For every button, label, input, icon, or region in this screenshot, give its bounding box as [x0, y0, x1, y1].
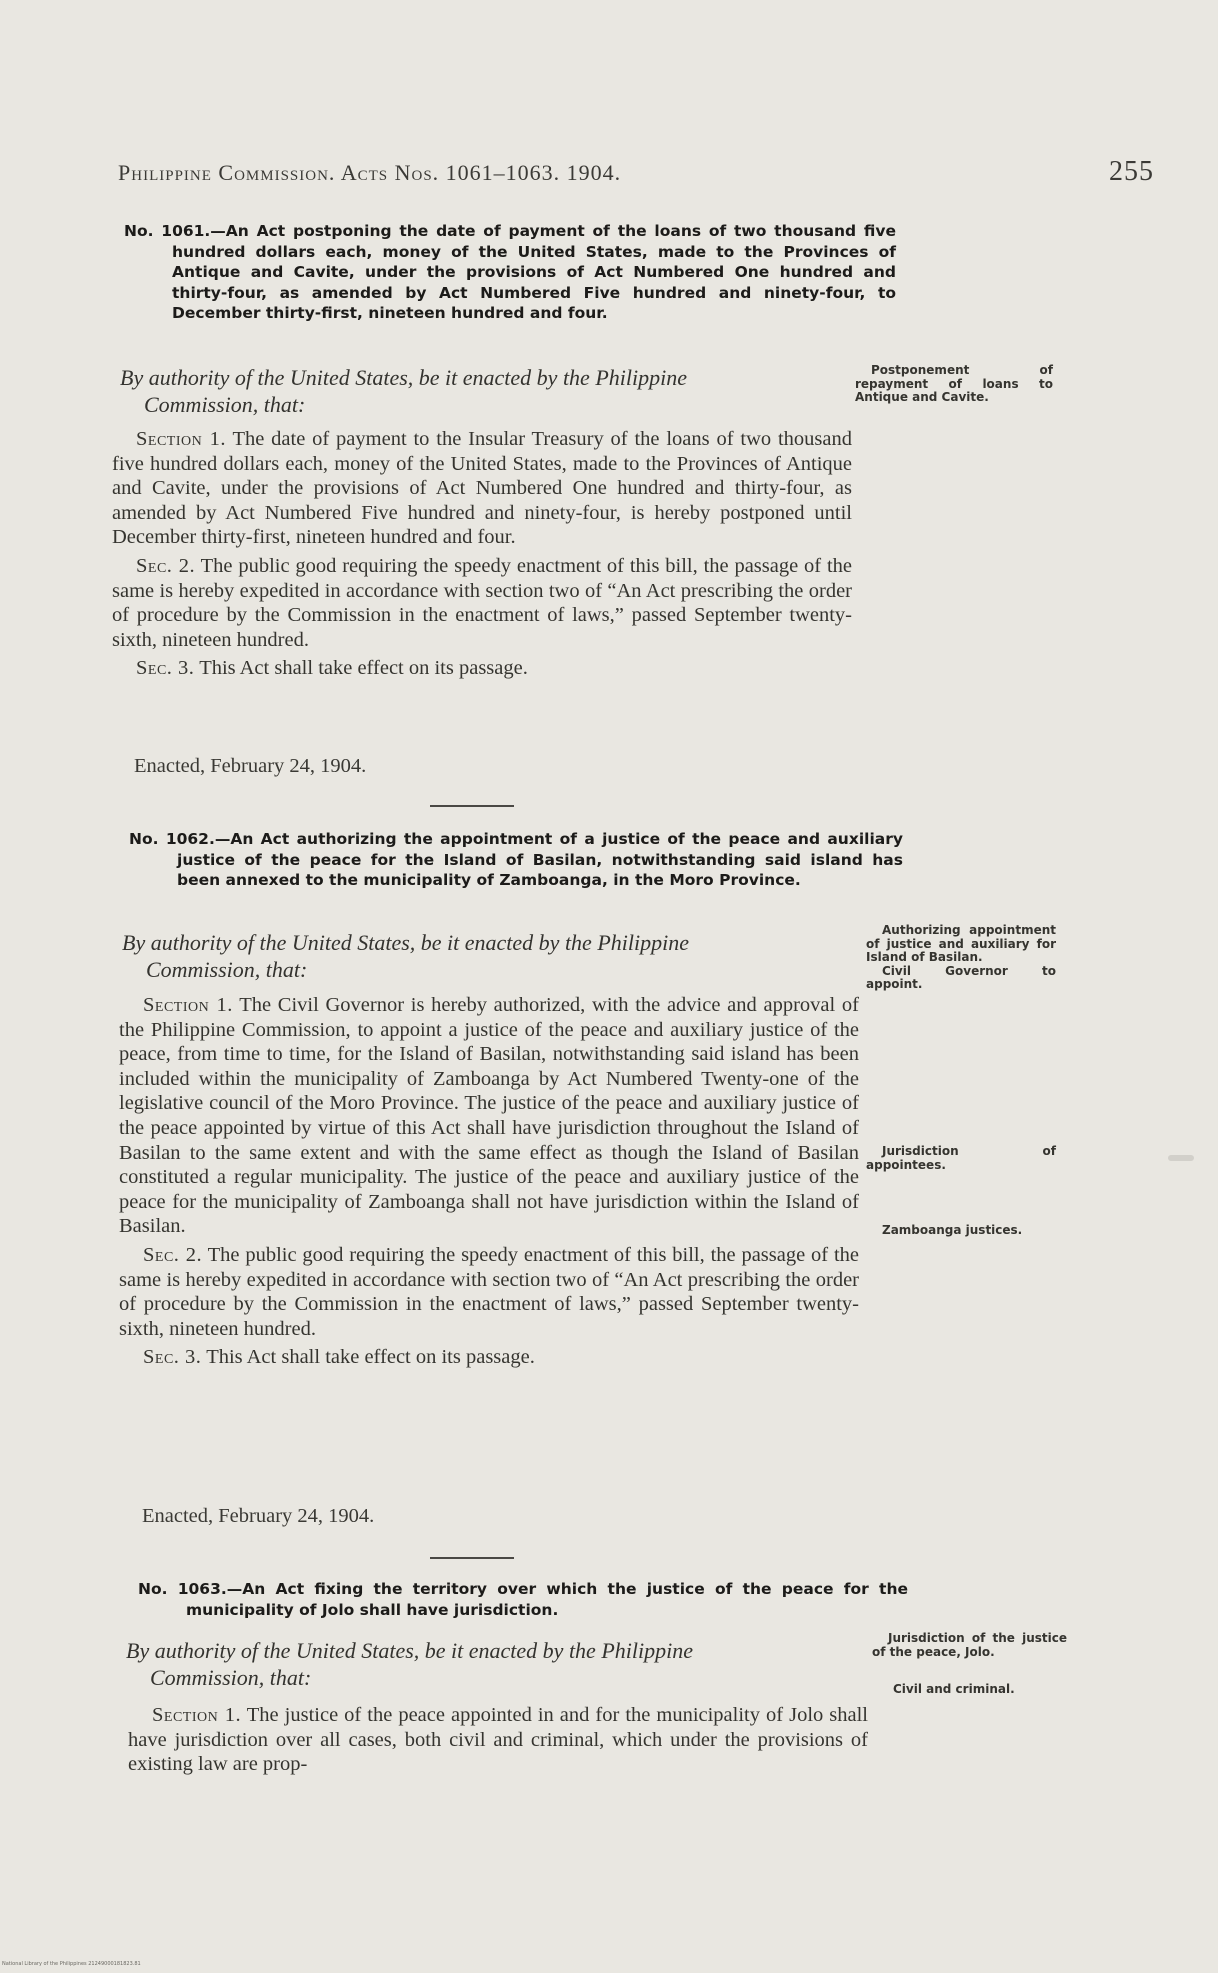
- scan-footer: National Library of the Philippines 21249000181823.81: [2, 1961, 141, 1967]
- act-1061-heading: No. 1061.—An Act postponing the date of payment of the loans of two thousand five hundred dollars each, money of the United States, made to the Provinces of Antique and Cavite, under the provisions of Act Numbered One hundred and thirty-four, as amended by Act Numbered Five hundred and ninety-four, to December thirty-first, nineteen hundred and four.: [124, 222, 896, 322]
- act-1061-body: [112, 427, 852, 685]
- act-1062-enacted: Enacted, February 24, 1904.: [142, 1505, 375, 1527]
- running-head-title: Philippine Commission. Acts Nos. 1061–1063. 1904.: [118, 160, 622, 185]
- act-1062-preamble: [122, 929, 857, 983]
- scan-smudge: [1168, 1155, 1194, 1161]
- act-1062-margin-note-3: Zamboanga justices.: [882, 1223, 1023, 1237]
- act-1063-body: [128, 1703, 868, 1781]
- section-paragraph: Section 1. The Civil Governor is hereby authorized, with the advice and approval of the Philippine Commission, to appoint a justice of the peace and auxiliary justice of the peace, from time to time, for the Island of Basilan, notwithstanding said island has been included within the municipality of Zamboanga by Act Numbered Twenty-one of the legislative council of the Moro Province. The justice of the peace and auxiliary justice of the peace appointed by virtue of this Act shall have jurisdiction throughout the Island of Basilan to the same extent and with the same effect as though the Island of Basilan constituted a regular municipality. The justice of the peace and auxiliary justice of the peace for the municipality of Zamboanga shall not have jurisdiction within the Island of Basilan.: [119, 994, 859, 1238]
- act-1062-body: [119, 993, 859, 1374]
- act-1063-margin-note-1: Jurisdiction of the justice of the peace, Jolo.: [872, 1631, 1067, 1659]
- act-1061-preamble: [120, 364, 855, 418]
- section-paragraph: Sec. 3. This Act shall take effect on its passage.: [136, 657, 528, 680]
- act-1062-margin-note-2: Jurisdiction of appointees.: [866, 1144, 1056, 1172]
- page-number: 255: [1109, 156, 1154, 187]
- act-1063-margin-note-2: Civil and criminal.: [893, 1682, 1015, 1696]
- act-1063-heading: No. 1063.—An Act fixing the territory over which the justice of the peace for the municipality of Jolo shall have jurisdiction.: [138, 1580, 908, 1619]
- section-paragraph: Section 1. The justice of the peace appointed in and for the municipality of Jolo shall have jurisdiction over all cases, both civil and criminal, which under the provisions of existing law are prop-: [128, 1704, 869, 1776]
- preamble-line-2: Commission, that:: [146, 957, 308, 982]
- preamble-line-1: By authority of the United States, be it enacted by the Philippine: [126, 1638, 693, 1663]
- act-1061-enacted: Enacted, February 24, 1904.: [134, 755, 367, 777]
- act-1061-margin-note-1: Postponement of repayment of loans to Antique and Cavite.: [855, 363, 1053, 404]
- running-head: [118, 156, 1154, 194]
- section-divider: [430, 1557, 514, 1559]
- section-paragraph: Sec. 3. This Act shall take effect on its passage.: [143, 1346, 535, 1369]
- act-1063-preamble: [126, 1637, 866, 1691]
- section-paragraph: Sec. 2. The public good requiring the speedy enactment of this bill, the passage of the same is hereby expedited in accordance with section two of “An Act prescribing the order of procedure by the Commission in the enactment of laws,” passed September twenty-sixth, nineteen hundred.: [119, 1243, 859, 1340]
- section-divider: [430, 805, 514, 807]
- preamble-line-2: Commission, that:: [144, 392, 306, 417]
- preamble-line-2: Commission, that:: [150, 1665, 312, 1690]
- preamble-line-1: By authority of the United States, be it enacted by the Philippine: [122, 930, 689, 955]
- act-1062-heading: No. 1062.—An Act authorizing the appointment of a justice of the peace and auxiliary justice of the peace for the Island of Basilan, notwithstanding said island has been annexed to the municipality of Zamboanga, in the Moro Province.: [129, 830, 903, 889]
- act-1062-margin-note-1: Authorizing appointment of justice and auxiliary for Island of Basilan. Civil Governor to appoint.: [866, 923, 1056, 991]
- section-paragraph: Section 1. The date of payment to the Insular Treasury of the loans of two thousand five hundred dollars each, money of the United States, made to the Provinces of Antique and Cavite, under the provisions of Act Numbered One hundred and thirty-four, as amended by Act Numbered Five hundred and ninety-four, is hereby postponed until December thirty-first, nineteen hundred and four.: [112, 428, 852, 549]
- preamble-line-1: By authority of the United States, be it enacted by the Philippine: [120, 365, 687, 390]
- section-paragraph: Sec. 2. The public good requiring the speedy enactment of this bill, the passage of the same is hereby expedited in accordance with section two of “An Act prescribing the order of procedure by the Commission in the enactment of laws,” passed September twenty-sixth, nineteen hundred.: [112, 554, 852, 651]
